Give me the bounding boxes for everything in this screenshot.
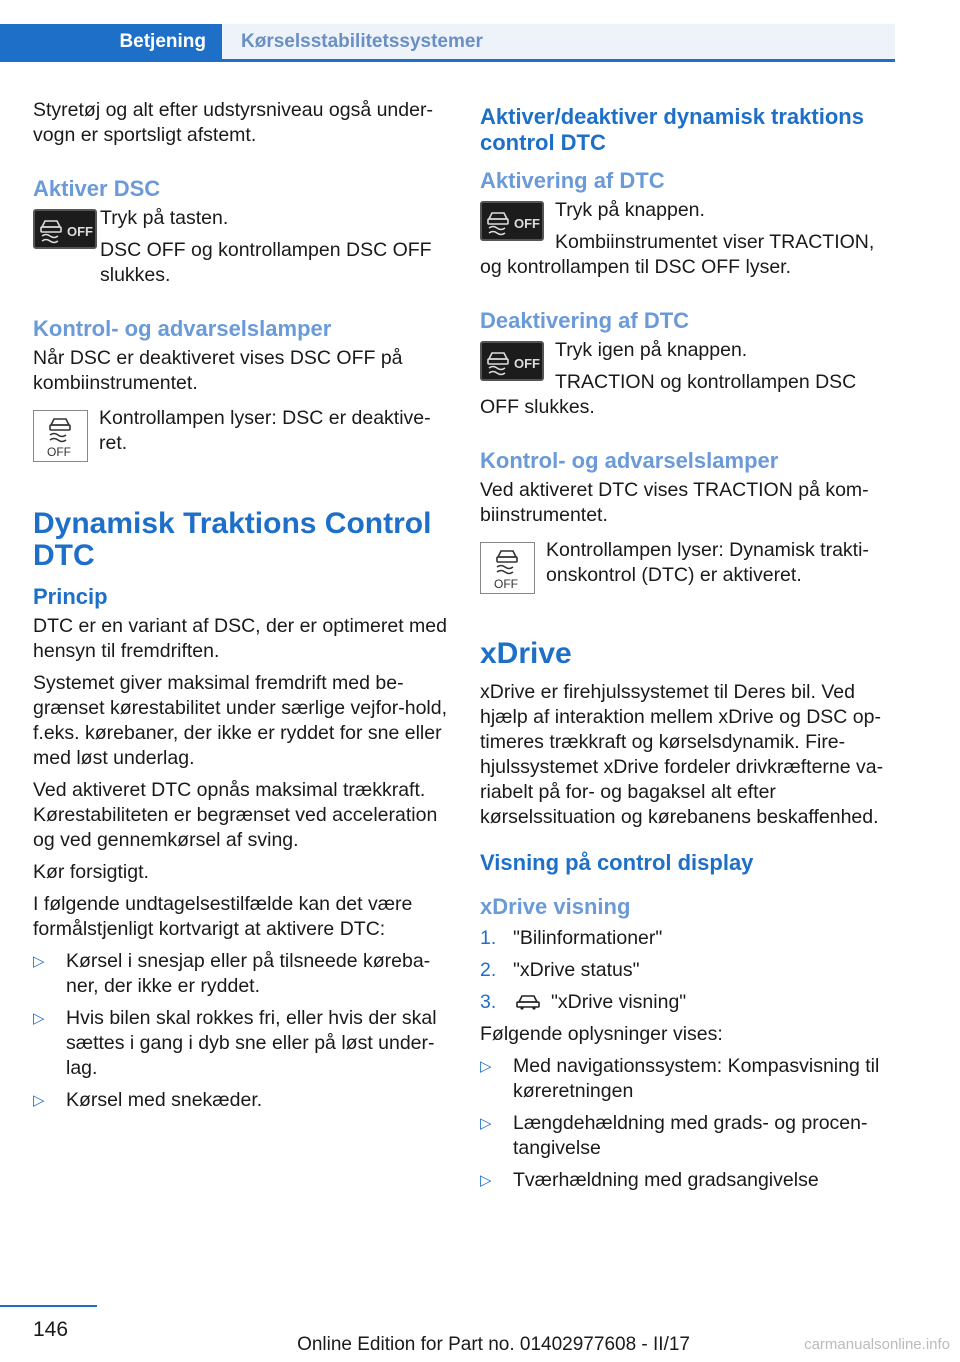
step-number: 1. [480, 927, 497, 949]
aktivering-line1: Tryk på knappen. [555, 199, 705, 221]
dtc-p5: I følgende undtagelsestilfælde kan det være formålstjenligt kortvarigt at aktivere DTC: [33, 893, 413, 940]
page-number: 146 [33, 1318, 69, 1341]
deaktivering-line1: Tryk igen på knappen. [555, 339, 748, 361]
lamp-text-left: Kontrollampen lyser: DSC er deaktive-ret. [99, 407, 431, 454]
list-item [480, 958, 900, 983]
aktiver-dsc-heading: Aktiver DSC [33, 176, 161, 201]
xdrive-text: xDrive er firehjulssystemet til Deres bil. Ved hjælp af interaktion mellem xDrive og DSC op-timeres trækkraft og kørselsdynamik. Fire-hjulssystemet xDrive fordeler drivkræfterne va-riabelt på for- og bagaksel alt efter kørselssituation og kørebanens beskaffenhed. [480, 681, 884, 828]
step-text: "Bilinformationer" [513, 927, 663, 949]
lamp-block-left [33, 406, 453, 470]
kontrol-heading-left: Kontrol- og advarselslamper [33, 316, 332, 341]
svg-text:OFF: OFF [494, 577, 518, 591]
dtc-bullet-list [33, 949, 453, 1113]
dtc-lamp-icon [480, 542, 535, 594]
lamp-text-right: Kontrollampen lyser: Dynamisk trakti-onskontrol (DTC) er aktiveret. [546, 539, 869, 586]
dtc-off-button-icon [480, 341, 544, 381]
aktivering-line2: Kombiinstrumentet viser TRACTION, og kontrollampen til DSC OFF lyser. [480, 231, 875, 278]
svg-text:OFF: OFF [514, 356, 540, 371]
footer-rule [0, 1305, 97, 1307]
svg-text:OFF: OFF [47, 445, 71, 459]
subsection-tab [222, 24, 895, 62]
dtc-heading: Dynamisk Traktions Control DTC [33, 507, 432, 572]
right-column [480, 104, 900, 1200]
dtc-p3: Ved aktiveret DTC opnås maksimal trækkraft. Kørestabiliteten er begrænset ved acceleration og ved gennemkørsel af sving. [33, 779, 438, 851]
dtc-button-icon [480, 201, 544, 241]
lamp-block-right [480, 538, 900, 602]
section-tab [0, 24, 222, 62]
car-icon [513, 993, 543, 1011]
xdrive-visning-heading: xDrive visning [480, 894, 631, 919]
svg-text:OFF: OFF [514, 216, 540, 231]
intro-paragraph: Styretøj og alt efter udstyrsniveau også under-vogn er sportsligt afstemt. [33, 99, 433, 146]
footer-edition: Online Edition for Part no. 01402977608 - II/17 [297, 1334, 690, 1355]
xdrive-heading: xDrive [480, 637, 572, 670]
section-label: Betjening [119, 31, 206, 52]
dtc-p1: DTC er en variant af DSC, der er optimeret med hensyn til fremdriften. [33, 615, 447, 662]
list-item: ▷ Med navigationssystem: Kompasvisning til køreretningen [480, 1054, 900, 1104]
aktiver-dsc-line2a [100, 238, 453, 288]
list-item: ▷ Hvis bilen skal rokkes fri, eller hvis der skal sættes i gang i dyb sne eller på løst under-lag. [33, 1006, 453, 1081]
list-item: ▷ Tværhældning med gradsangivelse [480, 1168, 900, 1193]
aktiver-dsc-block [33, 206, 453, 288]
list-item [480, 990, 900, 1015]
aktiver-dsc-line2: DSC OFF og kontrollampen DSC OFF slukkes. [100, 239, 432, 286]
xdrive-steps [480, 926, 900, 1015]
step-text: "xDrive visning" [551, 991, 687, 1013]
list-item: ▷ Kørsel i snesjap eller på tilsneede køreba-ner, der ikke er ryddet. [33, 949, 453, 999]
kontrol-heading-right: Kontrol- og advarselslamper [480, 448, 779, 473]
svg-text:OFF: OFF [67, 224, 93, 239]
deaktivering-block [480, 338, 900, 420]
deaktivering-heading: Deaktivering af DTC [480, 308, 690, 333]
step-number: 3. [480, 991, 497, 1013]
dsc-off-lamp-icon [33, 410, 88, 462]
list-item: ▷ Kørsel med snekæder. [33, 1088, 453, 1113]
step-number: 2. [480, 959, 497, 981]
deaktivering-line2: TRACTION og kontrollampen DSC OFF slukkes. [480, 371, 857, 418]
running-header [0, 24, 895, 62]
aktivering-block [480, 198, 900, 280]
watermark: carmanualsonline.info [804, 1336, 950, 1353]
dtc-p2: Systemet giver maksimal fremdrift med be-grænset kørestabilitet under særlige vejfor-hold, f.eks. kørebaner, der ikke er ryddet for sne eller med løst underlag. [33, 672, 448, 769]
folgende-text: Følgende oplysninger vises: [480, 1023, 723, 1045]
xdrive-bullet-list [480, 1054, 900, 1193]
dtc-p4: Kør forsigtigt. [33, 861, 149, 883]
left-column [33, 98, 453, 1120]
kontrol-text-right: Ved aktiveret DTC vises TRACTION på kom-biinstrumentet. [480, 479, 869, 526]
list-item: ▷ Længdehældning med grads- og procen-tangivelse [480, 1111, 900, 1161]
step-text: "xDrive status" [513, 959, 640, 981]
aktiver-dtc-heading: Aktiver/deaktiver dynamisk traktions control DTC [480, 104, 864, 155]
dsc-off-button-icon [33, 209, 97, 249]
aktiver-dsc-line1: Tryk på tasten. [100, 207, 229, 229]
visning-heading: Visning på control display [480, 850, 754, 875]
list-item [480, 926, 900, 951]
aktivering-heading: Aktivering af DTC [480, 168, 665, 193]
princip-heading: Princip [33, 584, 108, 609]
subsection-label: Kørselsstabilitetssystemer [241, 31, 483, 52]
kontrol-text-left: Når DSC er deaktiveret vises DSC OFF på kombiinstrumentet. [33, 347, 403, 394]
